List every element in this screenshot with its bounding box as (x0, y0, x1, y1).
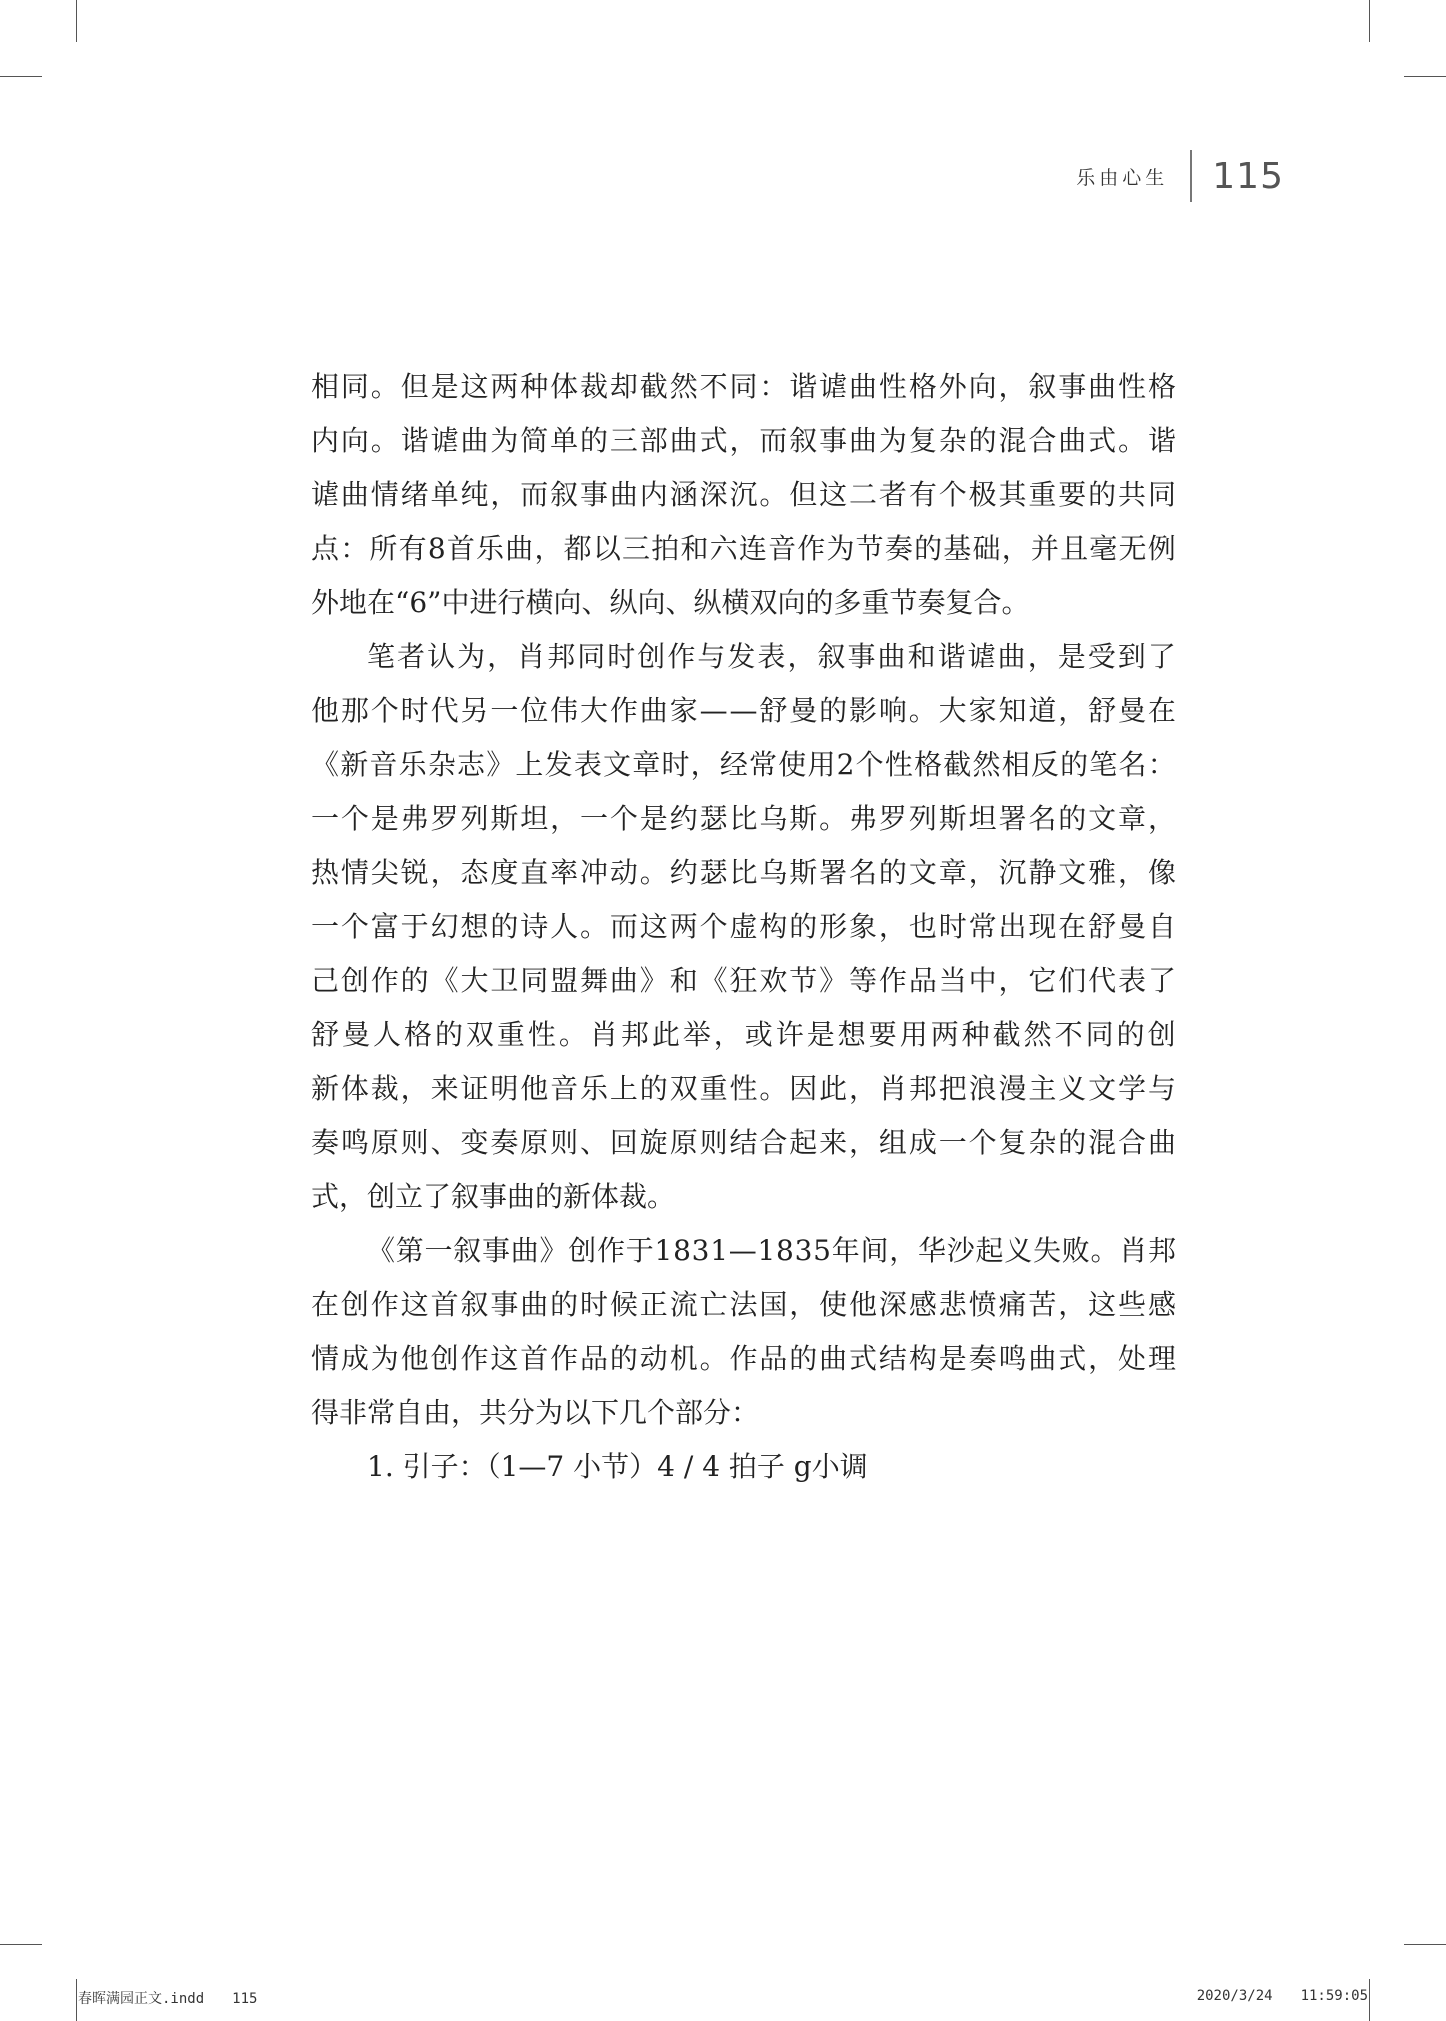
text-line: 他 那 个 时 代 另 一 位 伟 大 作 曲 家 — — 舒 曼 的 影 响 。 大 家 知 道 ， 舒 曼 在 (311, 694, 1176, 727)
text-line: 点 ： 所 有 8 首 乐 曲 ， 都 以 三 拍 和 六 连 音 作 为 节 奏 的 基 础 ， 并 且 毫 无 例 (311, 532, 1176, 565)
text-line: 在 创 作 这 首 叙 事 曲 的 时 候 正 流 亡 法 国 ， 使 他 深 感 悲 愤 痛 苦 ， 这 些 感 (311, 1288, 1176, 1321)
text-line: 外地在“6”中进行横向、纵向、纵横双向的多重节奏复合。 (311, 586, 1030, 619)
crop-mark-top-left-h (0, 76, 42, 77)
text-line: 一 个 是 弗 罗 列 斯 坦 ， 一 个 是 约 瑟 比 乌 斯 。 弗 罗 列 斯 坦 署 名 的 文 章 ， (311, 802, 1176, 835)
text-line: 内 向 。 谐 谑 曲 为 简 单 的 三 部 曲 式 ， 而 叙 事 曲 为 复 杂 的 混 合 曲 式 。 谐 (311, 424, 1176, 457)
text-line: 《 第 一 叙 事 曲 》 创 作 于 1 8 3 1 — 1 8 3 5 年 间 ， 华 沙 起 义 失 败 。 肖 邦 (367, 1234, 1176, 1267)
text-line: 《 新 音 乐 杂 志 》 上 发 表 文 章 时 ， 经 常 使 用 2 个 性 格 截 然 相 反 的 笔 名 ： (311, 748, 1176, 781)
text-line: 相 同 。 但 是 这 两 种 体 裁 却 截 然 不 同 ： 谐 谑 曲 性 格 外 向 ， 叙 事 曲 性 格 (311, 370, 1176, 403)
running-head (1076, 150, 1284, 202)
crop-mark-bottom-right-h (1404, 1944, 1446, 1945)
text-line: 舒 曼 人 格 的 双 重 性 。 肖 邦 此 举 ， 或 许 是 想 要 用 两 种 截 然 不 同 的 创 (311, 1018, 1176, 1051)
text-line: 得非常自由，共分为以下几个部分： (311, 1396, 760, 1429)
crop-mark-top-right-h (1404, 76, 1446, 77)
text-line: 式，创立了叙事曲的新体裁。 (311, 1180, 676, 1213)
crop-mark-bottom-left (76, 1979, 77, 2021)
footer-file-info (78, 1988, 257, 2008)
running-title: 乐由心生 (1076, 166, 1169, 189)
footer-filename: 春晖满园正文.indd (78, 1991, 205, 2007)
crop-mark-bottom-left-h (0, 1944, 42, 1945)
text-line: 己 创 作 的 《 大 卫 同 盟 舞 曲 》 和 《 狂 欢 节 》 等 作 品 当 中 ， 它 们 代 表 了 (311, 964, 1176, 997)
crop-mark-top-left (76, 0, 77, 42)
section-heading-line: 1. 引子：（1—7 小节）4 / 4 拍子 g小调 (367, 1450, 868, 1483)
running-head-divider (1190, 150, 1192, 202)
page-number: 115 (1212, 155, 1284, 197)
text-line: 一 个 富 于 幻 想 的 诗 人 。 而 这 两 个 虚 构 的 形 象 ， 也 时 常 出 现 在 舒 曼 自 (311, 910, 1176, 943)
crop-mark-top-right (1369, 0, 1370, 42)
text-line: 笔 者 认 为 ， 肖 邦 同 时 创 作 与 发 表 ， 叙 事 曲 和 谐 谑 曲 ， 是 受 到 了 (367, 640, 1176, 673)
text-line: 谑 曲 情 绪 单 纯 ， 而 叙 事 曲 内 涵 深 沉 。 但 这 二 者 有 个 极 其 重 要 的 共 同 (311, 478, 1176, 511)
footer-page: 115 (232, 1991, 258, 2007)
text-line: 情 成 为 他 创 作 这 首 作 品 的 动 机 。 作 品 的 曲 式 结 构 是 奏 鸣 曲 式 ， 处 理 (311, 1342, 1176, 1375)
text-line: 奏 鸣 原 则 、 变 奏 原 则 、 回 旋 原 则 结 合 起 来 ， 组 成 一 个 复 杂 的 混 合 曲 (311, 1126, 1176, 1159)
body-text (311, 360, 1176, 1494)
footer-date: 2020/3/24 (1196, 1988, 1273, 2004)
text-line: 热 情 尖 锐 ， 态 度 直 率 冲 动 。 约 瑟 比 乌 斯 署 名 的 文 章 ， 沉 静 文 雅 ， 像 (311, 856, 1176, 889)
footer-time: 11:59:05 (1300, 1988, 1368, 2004)
text-line: 新 体 裁 ， 来 证 明 他 音 乐 上 的 双 重 性 。 因 此 ， 肖 邦 把 浪 漫 主 义 文 学 与 (311, 1072, 1176, 1105)
crop-mark-bottom-right (1369, 1979, 1370, 2021)
footer-timestamp (1197, 1988, 1368, 2004)
